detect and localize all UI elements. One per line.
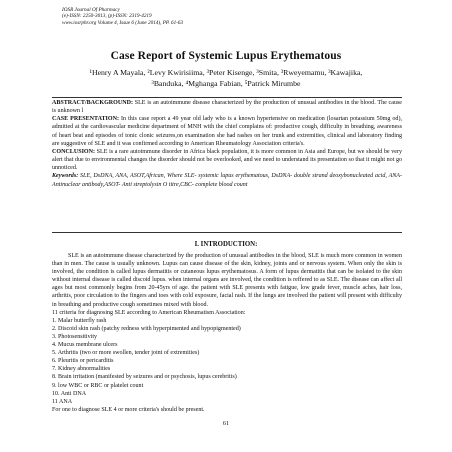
journal-issn: (e)-ISSN: 2250-3013, (p)-ISSN: 2319-4219: [62, 13, 152, 20]
list-item: 7. Kidney abnormalities: [52, 366, 111, 373]
list-item: 11 ANA: [52, 398, 73, 405]
case-text: In this case report a 49 year old lady who is a known hypertensive on medication (losartan potassium 50mg od), admitted at the cardiovascular medicine department of MNH with the chief complains of: productive cough, difficulty in breathing, awareness of heart beat and episodes of tonic clonic seizures,on examination she had rashes on her trunk and extremities, clinical and laboratory finding are suggestive of SLE and it was confirmed according to American Rheumatology Association criteria's.: [52, 116, 402, 147]
journal-header: [62, 7, 183, 26]
criteria-list: [52, 317, 402, 406]
section-heading: I. INTRODUCTION:: [194, 241, 258, 248]
authors-line-1: ¹Henry A Mayala, ²Levy Kwirisiima, ³Peter Kisenge, ³Smita, ³Rweyemamu, ³Kawajika,: [89, 68, 363, 77]
page-number: 61: [222, 420, 230, 427]
keywords-text: SLE, DsDNA, ANA, ASOT,African, Where SLE- systemic lupus erythematous, DsDNA- double strand deoxybonucleated acid, ANA- Antinuclear antibody,ASOT- Anti streptolysin O titre,CBC- complete blood count: [52, 173, 402, 188]
abstract-paragraph: [52, 99, 402, 115]
authors-line-2: ³Banduka, ⁴Mghanga Fabian, ⁵Patrick Mirumbe: [151, 78, 301, 88]
case-label: CASE PRESENTATION:: [52, 116, 119, 123]
list-item: 3. Photosensitivity: [52, 333, 98, 340]
case-presentation-paragraph: [52, 115, 402, 148]
list-item: 8. Brain irritation (manifested by seizures and or psychosis, lupus cerebritis): [52, 374, 237, 381]
list-item: 9. low WBC or RBC or platelet count: [52, 382, 144, 389]
abstract-bottom-rule: [52, 232, 402, 233]
list-item: 2. Discoid skin rash (patchy redness with hyperpimented and hypopigmented): [52, 325, 241, 332]
author-list: [60, 68, 392, 89]
keywords-paragraph: [52, 172, 402, 188]
criteria-closing: For one to diagnose SLE 4 or more criteria's should be present.: [52, 406, 205, 413]
list-item: 6. Pleuritis or pericarditis: [52, 358, 114, 365]
section-body: [52, 252, 402, 414]
abstract-text: SLE is an autoimmune disease characterized by the production of unusual antibodies in the blood. The cause is unknown l: [52, 100, 402, 115]
journal-volume: www.iosrphr.org Volume 4, Issue 6 (June 2014), PP. 61-63: [62, 19, 184, 26]
intro-paragraph: SLE is an autoimmune disease characterized by the production of unusual antibodies in the blood, SLE is much more common in women than in men. The cause is usually unknown. Lupus can cause disease of the skin, kidney, joints and or nervous system. When only the skin is involved, the condition is called lupus dermatitis or cutaneous lupus erythematosus. A form of lupus dermatitis that can be isolated to the skin without internal disease is called discoid lupus. when internal organs are involved, the condition is reffered to as SLE. The disease can affect all ages but most commonly begins from 20-45yrs of age. the patient with SLE presents with fatigue, low grade fever, muscle aches, hair loss, arthritis, poor circulation to the fingers and toes with cold exposure, facial rash. If the lungs are involved the patient will present with difficulty in breathing and productive cough sometimes mixed with blood.: [52, 253, 402, 308]
conclusion-text: SLE is a rare autoimmune disorder in Africa black population, it is more common in Asia and Europe, but we should be very alert that due to environmental changes the disorder should not be overlooked, and we need to understand its presentation so that it might not go unnoticed.: [52, 148, 402, 172]
list-item: 10. Anti DNA: [52, 390, 87, 397]
journal-name: IOSR Journal Of Pharmacy: [62, 7, 120, 13]
conclusion-paragraph: [52, 148, 402, 172]
abstract-label: ABSTRACT/BACKGROUND:: [52, 100, 133, 106]
abstract-top-rule: [52, 97, 402, 98]
abstract-block: [52, 99, 402, 189]
list-item: 5. Arthritis (two or more swollen, tender joint of extremities): [52, 350, 200, 357]
paper-title: Case Report of Systemic Lupus Erythematous: [110, 50, 342, 62]
criteria-intro: 11 criteria for diagnosing SLE according to American Rheumatism Association:: [52, 309, 246, 316]
keywords-label: Keywords:: [52, 173, 79, 180]
list-item: 1. Malar butterfly rash: [52, 317, 107, 324]
list-item: 4. Mucus membrane ulcers: [52, 342, 118, 349]
conclusion-label: CONCLUSION:: [52, 148, 96, 155]
